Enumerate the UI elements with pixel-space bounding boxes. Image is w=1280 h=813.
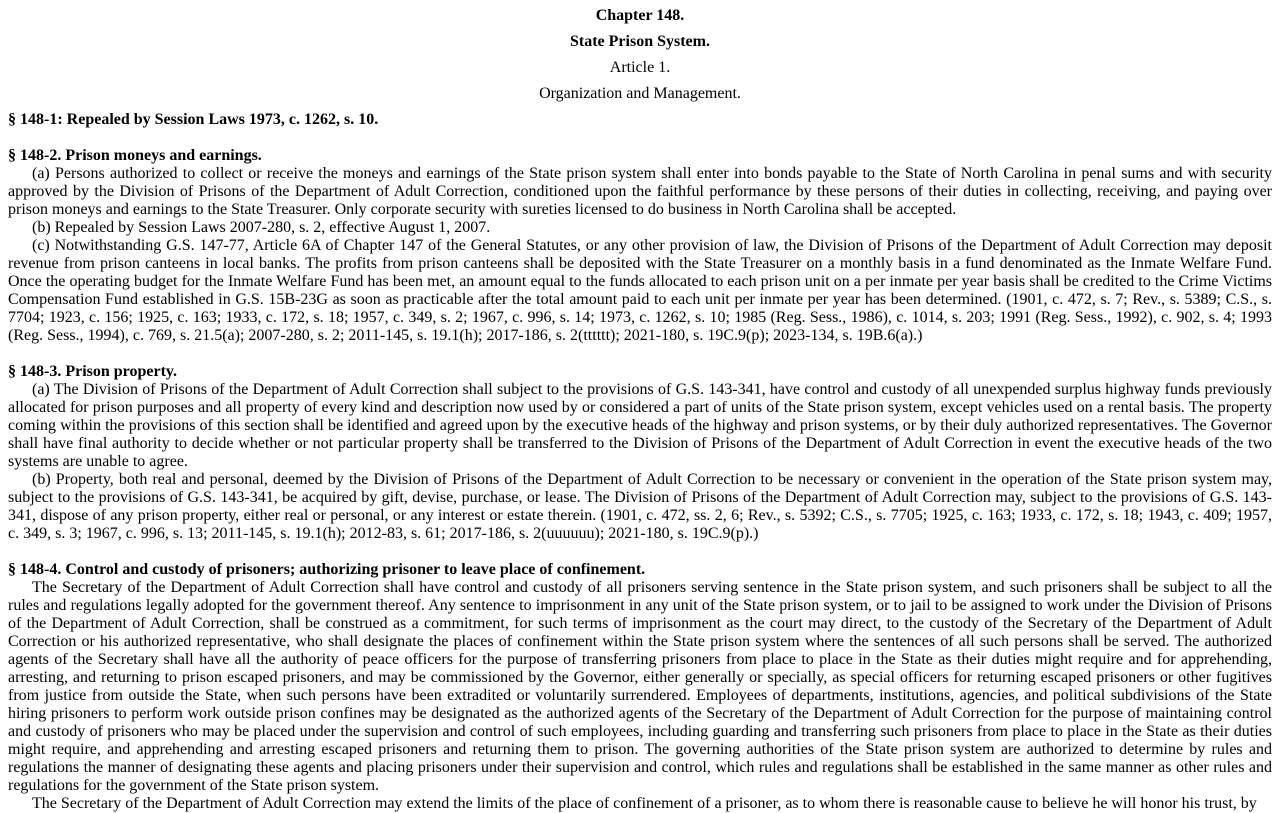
- section-heading: § 148-2. Prison moneys and earnings.: [8, 147, 262, 164]
- chapter-subtitle: State Prison System.: [570, 33, 710, 50]
- section-148-2: [8, 147, 1272, 345]
- section-148-3: [8, 363, 1272, 543]
- section-spacer: [8, 129, 1272, 147]
- chapter-title: Chapter 148.: [595, 7, 685, 24]
- section-paragraph: (b) Property, both real and personal, deemed by the Division of Prisons of the Department of Adult Correction to be necessary or convenient in the operation of the State prison system may, subject to the provisions of G.S. 143-341, be acquired by gift, devise, purchase, or lease. The Division of Prisons of the Department of Adult Correction may, subject to the provisions of G.S. 143-341, dispose of any prison property, either real or personal, or any interest or estate therein. (1901, c. 472, ss. 2, 6; Rev., s. 5392; C.S., s. 7705; 1925, c. 163; 1933, c. 172, s. 18; 1943, c. 409; 1957, c. 349, s. 3; 1967, c. 996, s. 13; 2011-145, s. 19.1(h); 2012-83, s. 61; 2017-186, s. 2(uuuuuu); 2021-180, s. 19C.9(p).): [8, 471, 1272, 542]
- section-heading: § 148-3. Prison property.: [8, 363, 178, 380]
- section-heading: § 148-1: Repealed by Session Laws 1973, c. 1262, s. 10.: [8, 111, 379, 128]
- section-heading: § 148-4. Control and custody of prisoners; authorizing prisoner to leave place of confinement.: [8, 561, 646, 578]
- section-paragraph: (a) The Division of Prisons of the Department of Adult Correction shall subject to the provisions of G.S. 143-341, have control and custody of all unexpended surplus highway funds previously allocated for prison purposes and all property of every kind and description now used by or considered a part of units of the State prison system, except vehicles used on a rental basis. The property coming within the provisions of this section shall be identified and agreed upon by the executive heads of the highway and prison systems, or by their duly authorized representatives. The Governor shall have final authority to decide whether or not particular property shall be transferred to the Division of Prisons of the Department of Adult Correction in event the executive heads of the two systems are unable to agree.: [8, 381, 1272, 470]
- article-number: Article 1.: [609, 59, 671, 76]
- section-paragraph: The Secretary of the Department of Adult Correction shall have control and custody of all prisoners serving sentence in the State prison system, and such prisoners shall be subject to all the rules and regulations legally adopted for the government thereof. Any sentence to imprisonment in any unit of the State prison system, or to jail to be assigned to work under the Division of Prisons of the Department of Adult Correction, shall be construed as a commitment, for such terms of imprisonment as the court may direct, to the custody of the Secretary of the Department of Adult Correction or his authorized representative, who shall designate the places of confinement within the State prison system where the sentences of all such persons shall be served. The authorized agents of the Secretary shall have all the authority of peace officers for the purpose of transferring prisoners from place to place in the State as their duties might require and for apprehending, arresting, and returning to prison escaped prisoners, and may be commissioned by the Governor, either generally or specially, as special officers for returning escaped prisoners or other fugitives from justice from outside the State, when such persons have been extradited or voluntarily surrendered. Employees of departments, institutions, agencies, and political subdivisions of the State hiring prisoners to perform work outside prison confines may be designated as the authorized agents of the Secretary of the Department of Adult Correction for the purpose of maintaining control and custody of prisoners who may be placed under the supervision and control of such employees, including guarding and transferring such prisoners from place to place in the State as their duties might require, and apprehending and arresting escaped prisoners and returning them to prison. The governing authorities of the State prison system are authorized to determine by rules and regulations the manner of designating these agents and placing prisoners under their supervision and control, which rules and regulations shall be established in the same manner as other rules and regulations for the government of the State prison system.: [8, 579, 1272, 794]
- section-paragraph: (c) Notwithstanding G.S. 147-77, Article 6A of Chapter 147 of the General Statutes, or any other provision of law, the Division of Prisons of the Department of Adult Correction may deposit revenue from prison canteens in local banks. The profits from prison canteens shall be deposited with the State Treasurer on a monthly basis in a fund denominated as the Inmate Welfare Fund. Once the operating budget for the Inmate Welfare Fund has been met, an amount equal to the funds allocated to each prison unit on a per inmate per year basis shall be credited to the Crime Victims Compensation Fund established in G.S. 15B-23G as soon as practicable after the total amount paid to each unit per inmate per year has been determined. (1901, c. 472, s. 7; Rev., s. 5389; C.S., s. 7704; 1923, c. 156; 1925, c. 163; 1933, c. 172, s. 18; 1957, c. 349, s. 2; 1967, c. 996, s. 14; 1973, c. 1262, s. 10; 1985 (Reg. Sess., 1986), c. 1014, s. 203; 1991 (Reg. Sess., 1992), c. 902, s. 4; 1993 (Reg. Sess., 1994), c. 769, s. 21.5(a); 2007-280, s. 2; 2011-145, s. 19.1(h); 2017-186, s. 2(tttttt); 2021-180, s. 19C.9(p); 2023-134, s. 19B.6(a).): [8, 237, 1272, 344]
- article-title: Organization and Management.: [539, 85, 741, 102]
- section-spacer: [8, 543, 1272, 561]
- section-spacer: [8, 345, 1272, 363]
- section-148-1: [8, 111, 1272, 129]
- section-paragraph: (a) Persons authorized to collect or receive the moneys and earnings of the State prison system shall enter into bonds payable to the State of North Carolina in penal sums and with security approved by the Division of Prisons of the Department of Adult Correction, conditioned upon the faithful performance by these persons of their duties in collecting, receiving, and paying over prison moneys and earnings to the State Treasurer. Only corporate security with sureties licensed to do business in North Carolina shall be accepted.: [8, 165, 1272, 218]
- section-148-4: [8, 561, 1272, 813]
- section-paragraph: (b) Repealed by Session Laws 2007-280, s. 2, effective August 1, 2007.: [32, 219, 491, 236]
- statute-document: [8, 7, 1272, 813]
- section-paragraph: The Secretary of the Department of Adult Correction may extend the limits of the place of confinement of a prisoner, as to whom there is reasonable cause to believe he will honor his trust, by: [32, 795, 1257, 812]
